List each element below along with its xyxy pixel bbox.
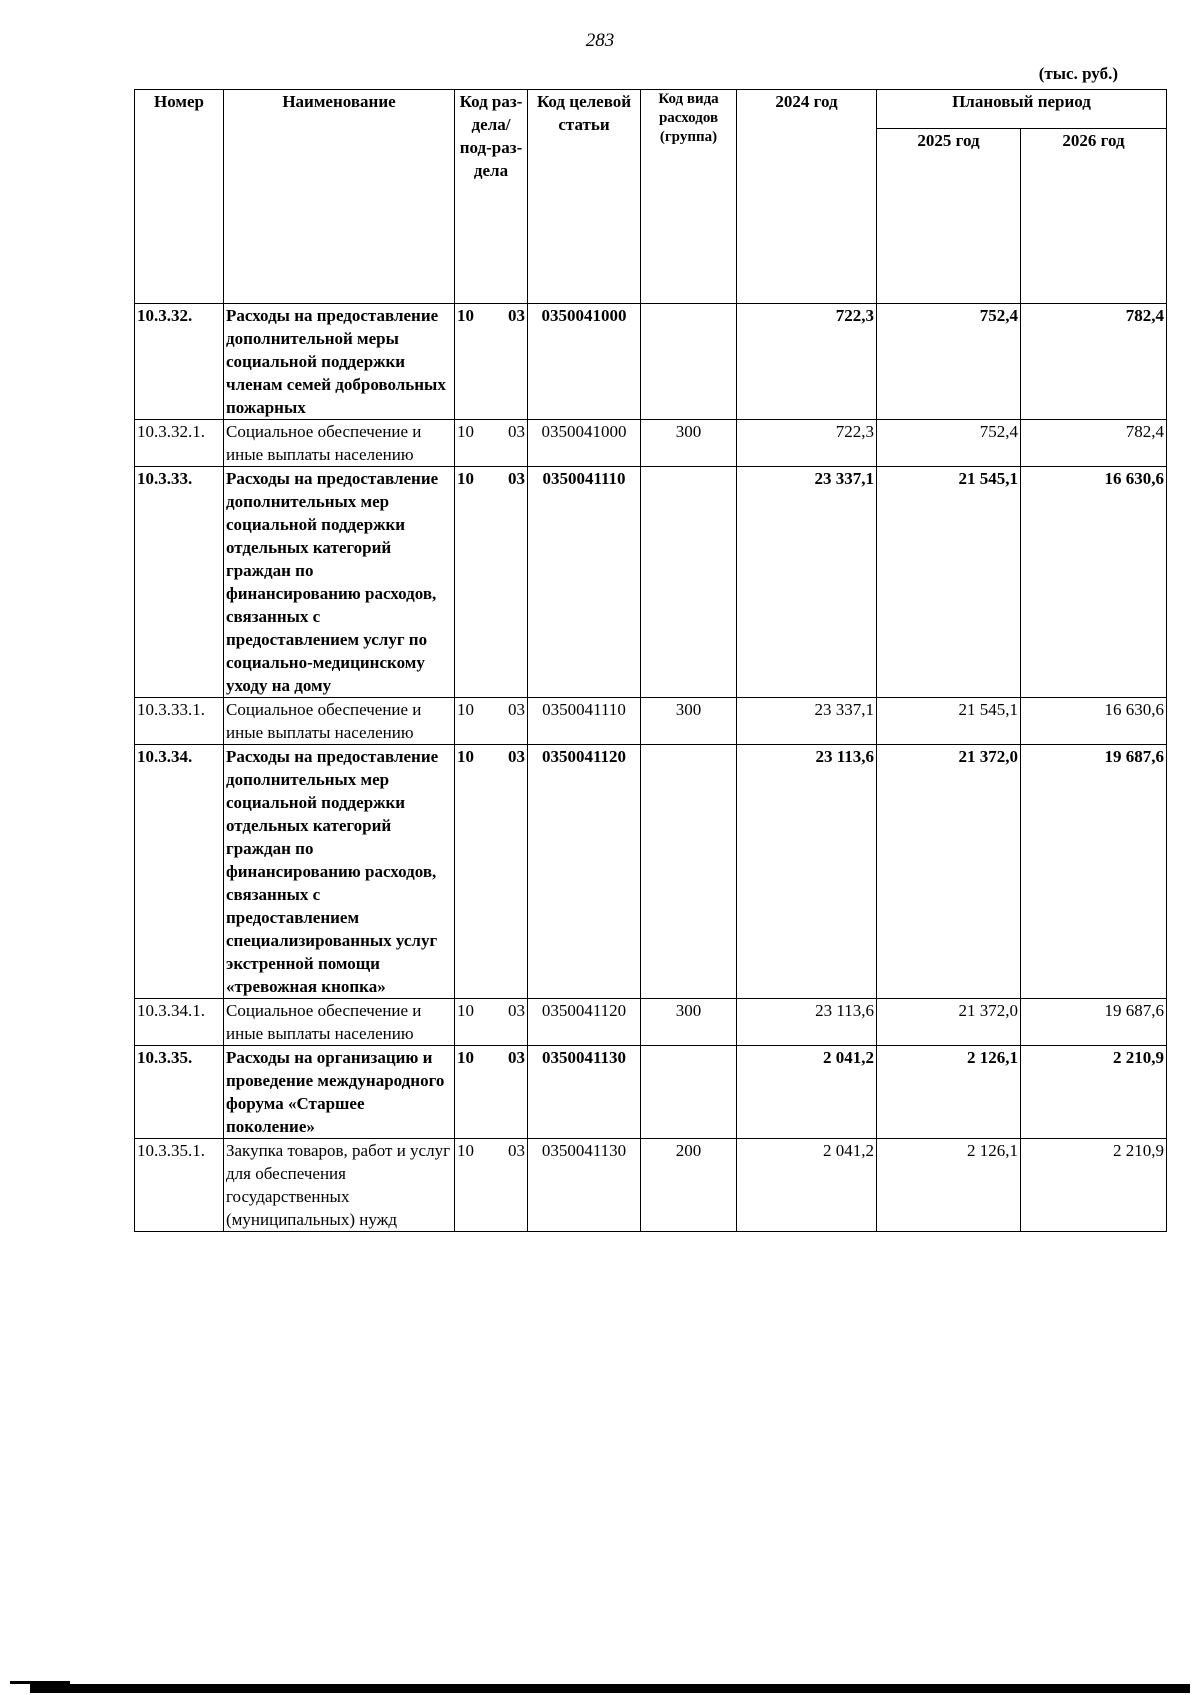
row-amount-2025: 21 545,1 (877, 698, 1021, 745)
table-row (135, 999, 1167, 1046)
header-expense-kind: Код вида расходов (группа) (641, 90, 737, 304)
row-amount-2024: 23 113,6 (737, 745, 877, 999)
row-expense-kind (641, 1046, 737, 1139)
row-section-code (455, 999, 528, 1046)
row-target-code: 0350041110 (528, 698, 641, 745)
row-amount-2024: 23 337,1 (737, 698, 877, 745)
row-amount-2026: 16 630,6 (1021, 467, 1167, 698)
table-row (135, 1139, 1167, 1232)
row-section-code (455, 698, 528, 745)
row-amount-2025: 2 126,1 (877, 1046, 1021, 1139)
row-target-code: 0350041120 (528, 999, 641, 1046)
row-amount-2026: 19 687,6 (1021, 745, 1167, 999)
row-amount-2024: 2 041,2 (737, 1046, 877, 1139)
row-amount-2026: 782,4 (1021, 304, 1167, 420)
row-number: 10.3.33. (135, 467, 224, 698)
row-number: 10.3.33.1. (135, 698, 224, 745)
row-amount-2024: 722,3 (737, 420, 877, 467)
row-amount-2026: 782,4 (1021, 420, 1167, 467)
row-amount-2025: 21 372,0 (877, 999, 1021, 1046)
row-amount-2025: 21 545,1 (877, 467, 1021, 698)
row-section: 10 (457, 1001, 474, 1020)
row-target-code: 0350041000 (528, 304, 641, 420)
row-number: 10.3.32.1. (135, 420, 224, 467)
table-row (135, 420, 1167, 467)
page-number: 283 (585, 30, 615, 51)
row-number: 10.3.35.1. (135, 1139, 224, 1232)
row-amount-2024: 2 041,2 (737, 1139, 877, 1232)
row-section-code (455, 1046, 528, 1139)
table-row (135, 467, 1167, 698)
row-name: Социальное обеспечение и иные выплаты населению (224, 420, 455, 467)
table-body (135, 304, 1167, 1232)
row-amount-2025: 752,4 (877, 304, 1021, 420)
row-section: 10 (457, 306, 474, 325)
row-expense-kind (641, 304, 737, 420)
row-amount-2024: 23 337,1 (737, 467, 877, 698)
row-number: 10.3.32. (135, 304, 224, 420)
row-section: 10 (457, 422, 474, 441)
header-row (135, 90, 1167, 129)
row-section-code (455, 304, 528, 420)
row-section-code (455, 420, 528, 467)
row-expense-kind (641, 467, 737, 698)
row-amount-2026: 16 630,6 (1021, 698, 1167, 745)
row-amount-2025: 752,4 (877, 420, 1021, 467)
header-planned-period: Плановый период (877, 90, 1167, 129)
row-expense-kind: 300 (641, 698, 737, 745)
row-section-code (455, 467, 528, 698)
row-subsection: 03 (508, 306, 525, 325)
header-name: Наименование (224, 90, 455, 304)
header-year-2025: 2025 год (877, 129, 1021, 304)
row-amount-2026: 2 210,9 (1021, 1139, 1167, 1232)
row-name: Расходы на предоставление дополнительных мер социальной поддержки отдельных категорий граждан по финансированию расходов, связанных с предоставлением услуг по социально-медицинскому уходу на дому (224, 467, 455, 698)
row-amount-2024: 23 113,6 (737, 999, 877, 1046)
row-subsection: 03 (508, 1141, 525, 1160)
row-amount-2026: 19 687,6 (1021, 999, 1167, 1046)
row-expense-kind: 200 (641, 1139, 737, 1232)
row-name: Закупка товаров, работ и услуг для обеспечения государственных (муниципальных) нужд (224, 1139, 455, 1232)
row-target-code: 0350041130 (528, 1046, 641, 1139)
row-subsection: 03 (508, 700, 525, 719)
row-target-code: 0350041120 (528, 745, 641, 999)
row-target-code: 0350041000 (528, 420, 641, 467)
row-section: 10 (457, 747, 474, 766)
row-section: 10 (457, 1141, 474, 1160)
row-name: Социальное обеспечение и иные выплаты населению (224, 698, 455, 745)
row-section: 10 (457, 700, 474, 719)
row-subsection: 03 (508, 1048, 525, 1067)
table-row (135, 698, 1167, 745)
row-subsection: 03 (508, 469, 525, 488)
row-number: 10.3.34. (135, 745, 224, 999)
row-name: Расходы на предоставление дополнительных мер социальной поддержки отдельных категорий граждан по финансированию расходов, связанных с предоставлением специализированных услуг экстренной помощи «тревожная кнопка» (224, 745, 455, 999)
row-section: 10 (457, 469, 474, 488)
row-amount-2025: 21 372,0 (877, 745, 1021, 999)
row-subsection: 03 (508, 747, 525, 766)
row-amount-2026: 2 210,9 (1021, 1046, 1167, 1139)
row-expense-kind: 300 (641, 999, 737, 1046)
row-section-code (455, 1139, 528, 1232)
row-number: 10.3.34.1. (135, 999, 224, 1046)
row-name: Расходы на организацию и проведение международного форума «Старшее поколение» (224, 1046, 455, 1139)
header-section-code: Код раз-дела/ под-раз-дела (455, 90, 528, 304)
budget-table (134, 89, 1167, 1232)
header-year-2026: 2026 год (1021, 129, 1167, 304)
header-target-code: Код целевой статьи (528, 90, 641, 304)
row-number: 10.3.35. (135, 1046, 224, 1139)
row-name: Социальное обеспечение и иные выплаты населению (224, 999, 455, 1046)
row-expense-kind: 300 (641, 420, 737, 467)
row-expense-kind (641, 745, 737, 999)
header-number: Номер (135, 90, 224, 304)
row-section-code (455, 745, 528, 999)
units-label: (тыс. руб.) (1038, 64, 1118, 83)
row-amount-2025: 2 126,1 (877, 1139, 1021, 1232)
table-row (135, 304, 1167, 420)
header-year-2024: 2024 год (737, 90, 877, 304)
row-subsection: 03 (508, 422, 525, 441)
table-row (135, 1046, 1167, 1139)
row-target-code: 0350041110 (528, 467, 641, 698)
table-row (135, 745, 1167, 999)
scan-bottom-rule (30, 1684, 1190, 1693)
row-section: 10 (457, 1048, 474, 1067)
row-name: Расходы на предоставление дополнительной меры социальной поддержки членам семей добровольных пожарных (224, 304, 455, 420)
row-target-code: 0350041130 (528, 1139, 641, 1232)
row-amount-2024: 722,3 (737, 304, 877, 420)
row-subsection: 03 (508, 1001, 525, 1020)
